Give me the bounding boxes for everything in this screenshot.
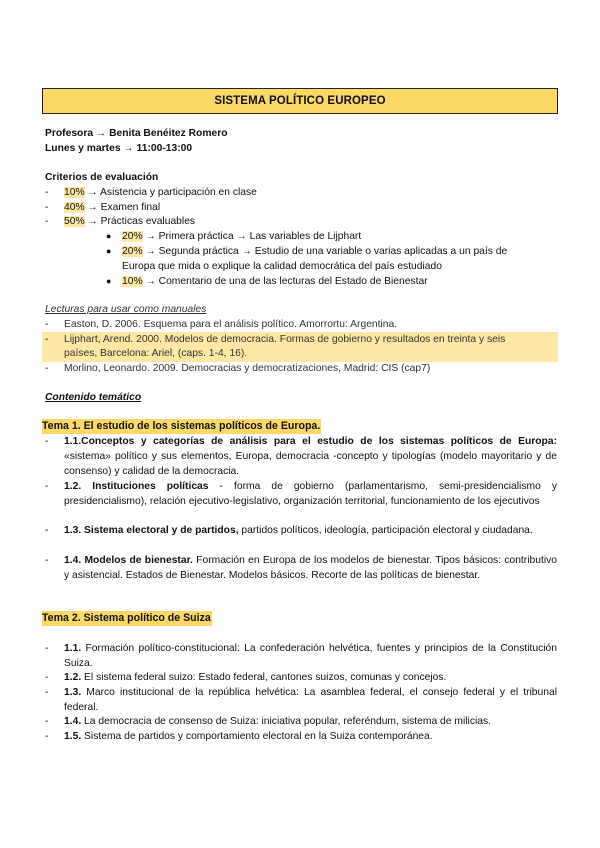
bullet-dash: - xyxy=(45,363,49,374)
bullet-dash: - xyxy=(45,187,49,198)
criterios-heading: Criterios de evaluación xyxy=(45,172,159,183)
tema1-item: 1.3. Sistema electoral y de partidos, partidos políticos, ideología, participación electoral y ciudadana. xyxy=(64,525,533,536)
horario-line: Lunes y martes → 11:00-13:00 xyxy=(45,143,193,154)
bullet-dash: - xyxy=(45,687,49,698)
lectura-item: Morlino, Leonardo. 2009. Democracias y democratizaciones, Madrid: CIS (cap7) xyxy=(64,363,431,374)
profesora-line: Profesora → Benita Benéitez Romero xyxy=(45,128,228,139)
bullet-dash: - xyxy=(45,716,49,727)
tema2-item: 1.2. El sistema federal suizo: Estado federal, cantones suizos, comunas y concejos. xyxy=(64,672,447,683)
bullet-dash: - xyxy=(45,643,49,654)
bullet-dash: - xyxy=(45,731,49,742)
bullet-dash: - xyxy=(45,216,49,227)
criterio-item: 40% → Examen final xyxy=(64,202,161,213)
tema1-item: 1.1.Conceptos y categorías de análisis para el estudio de los sistemas políticos de Europa: «sistema» político y sus elementos, Europa, democracia -concepto y tipologías (modelo mayoritario y de consenso) y calidad de la democracia. xyxy=(64,436,557,477)
lecturas-heading: Lecturas para usar como manuales xyxy=(45,304,207,315)
bullet-dash: - xyxy=(45,481,49,492)
tema2-item: 1.1. Formación político-constitucional: La confederación helvética, fuentes y principios de la Constitución Suiza. xyxy=(64,643,557,669)
criterio-item: 50% → Prácticas evaluables xyxy=(64,216,196,227)
lectura-item: Lijphart, Arend. 2000. Modelos de democracia. Formas de gobierno y resultados en treinta y seis xyxy=(64,334,506,345)
lectura-item: Easton, D. 2006. Esquema para el análisis político. Amorrortu: Argentina. xyxy=(64,319,398,330)
subcriterio-item: 10% → Comentario de una de las lecturas del Estado de Bienestar xyxy=(122,276,428,287)
tema2-item: 1.5. Sistema de partidos y comportamiento electoral en la Suiza contemporánea. xyxy=(64,731,433,742)
criterio-item: 10% → Asistencia y participación en clase xyxy=(64,187,257,198)
bullet-dash: - xyxy=(45,436,49,447)
tema2-item: 1.3. Marco institucional de la república helvética: La asamblea federal, el consejo federal y el tribunal federal. xyxy=(64,687,557,713)
subcriterio-item: 20% → Segunda práctica → Estudio de una variable o varias aplicadas a un país de xyxy=(122,246,508,257)
bullet-dash: - xyxy=(45,555,49,566)
contenido-heading: Contenido temático xyxy=(45,392,142,403)
bullet-dash: - xyxy=(45,319,49,330)
bullet-dot: ● xyxy=(106,246,112,256)
bullet-dash: - xyxy=(45,525,49,536)
subcriterio-item-cont: Europa que mida o explique la calidad democrática del país estudiado xyxy=(122,261,442,272)
bullet-dash: - xyxy=(45,672,49,683)
page-title: SISTEMA POLÍTICO EUROPEO xyxy=(42,88,558,114)
tema1-heading: Tema 1. El estudio de los sistemas políticos de Europa. xyxy=(42,420,321,432)
lectura-item-cont: países, Barcelona: Ariel, (caps. 1-4, 16). xyxy=(64,348,248,359)
bullet-dash: - xyxy=(45,334,49,345)
bullet-dot: ● xyxy=(106,231,112,241)
subcriterio-item: 20% → Primera práctica → Las variables de Lijphart xyxy=(122,231,362,242)
bullet-dot: ● xyxy=(106,276,112,286)
bullet-dash: - xyxy=(45,202,49,213)
tema2-item: 1.4. La democracia de consenso de Suiza: iniciativa popular, referéndum, sistema de milicias. xyxy=(64,716,491,727)
tema2-heading: Tema 2. Sistema político de Suiza xyxy=(42,612,211,624)
tema1-item: 1.4. Modelos de bienestar. Formación en Europa de los modelos de bienestar. Tipos básicos: contributivo y asistencial. Estados de Bienestar. Modelos básicos. Recorte de las políticas de bienestar. xyxy=(64,555,557,581)
tema1-item: 1.2. Instituciones políticas - forma de gobierno (parlamentarismo, semi-presidencialismo y presidencialismo), relación ejecutivo-legislativo, organización territorial, funcionamiento de los ejecutivos xyxy=(64,481,557,507)
